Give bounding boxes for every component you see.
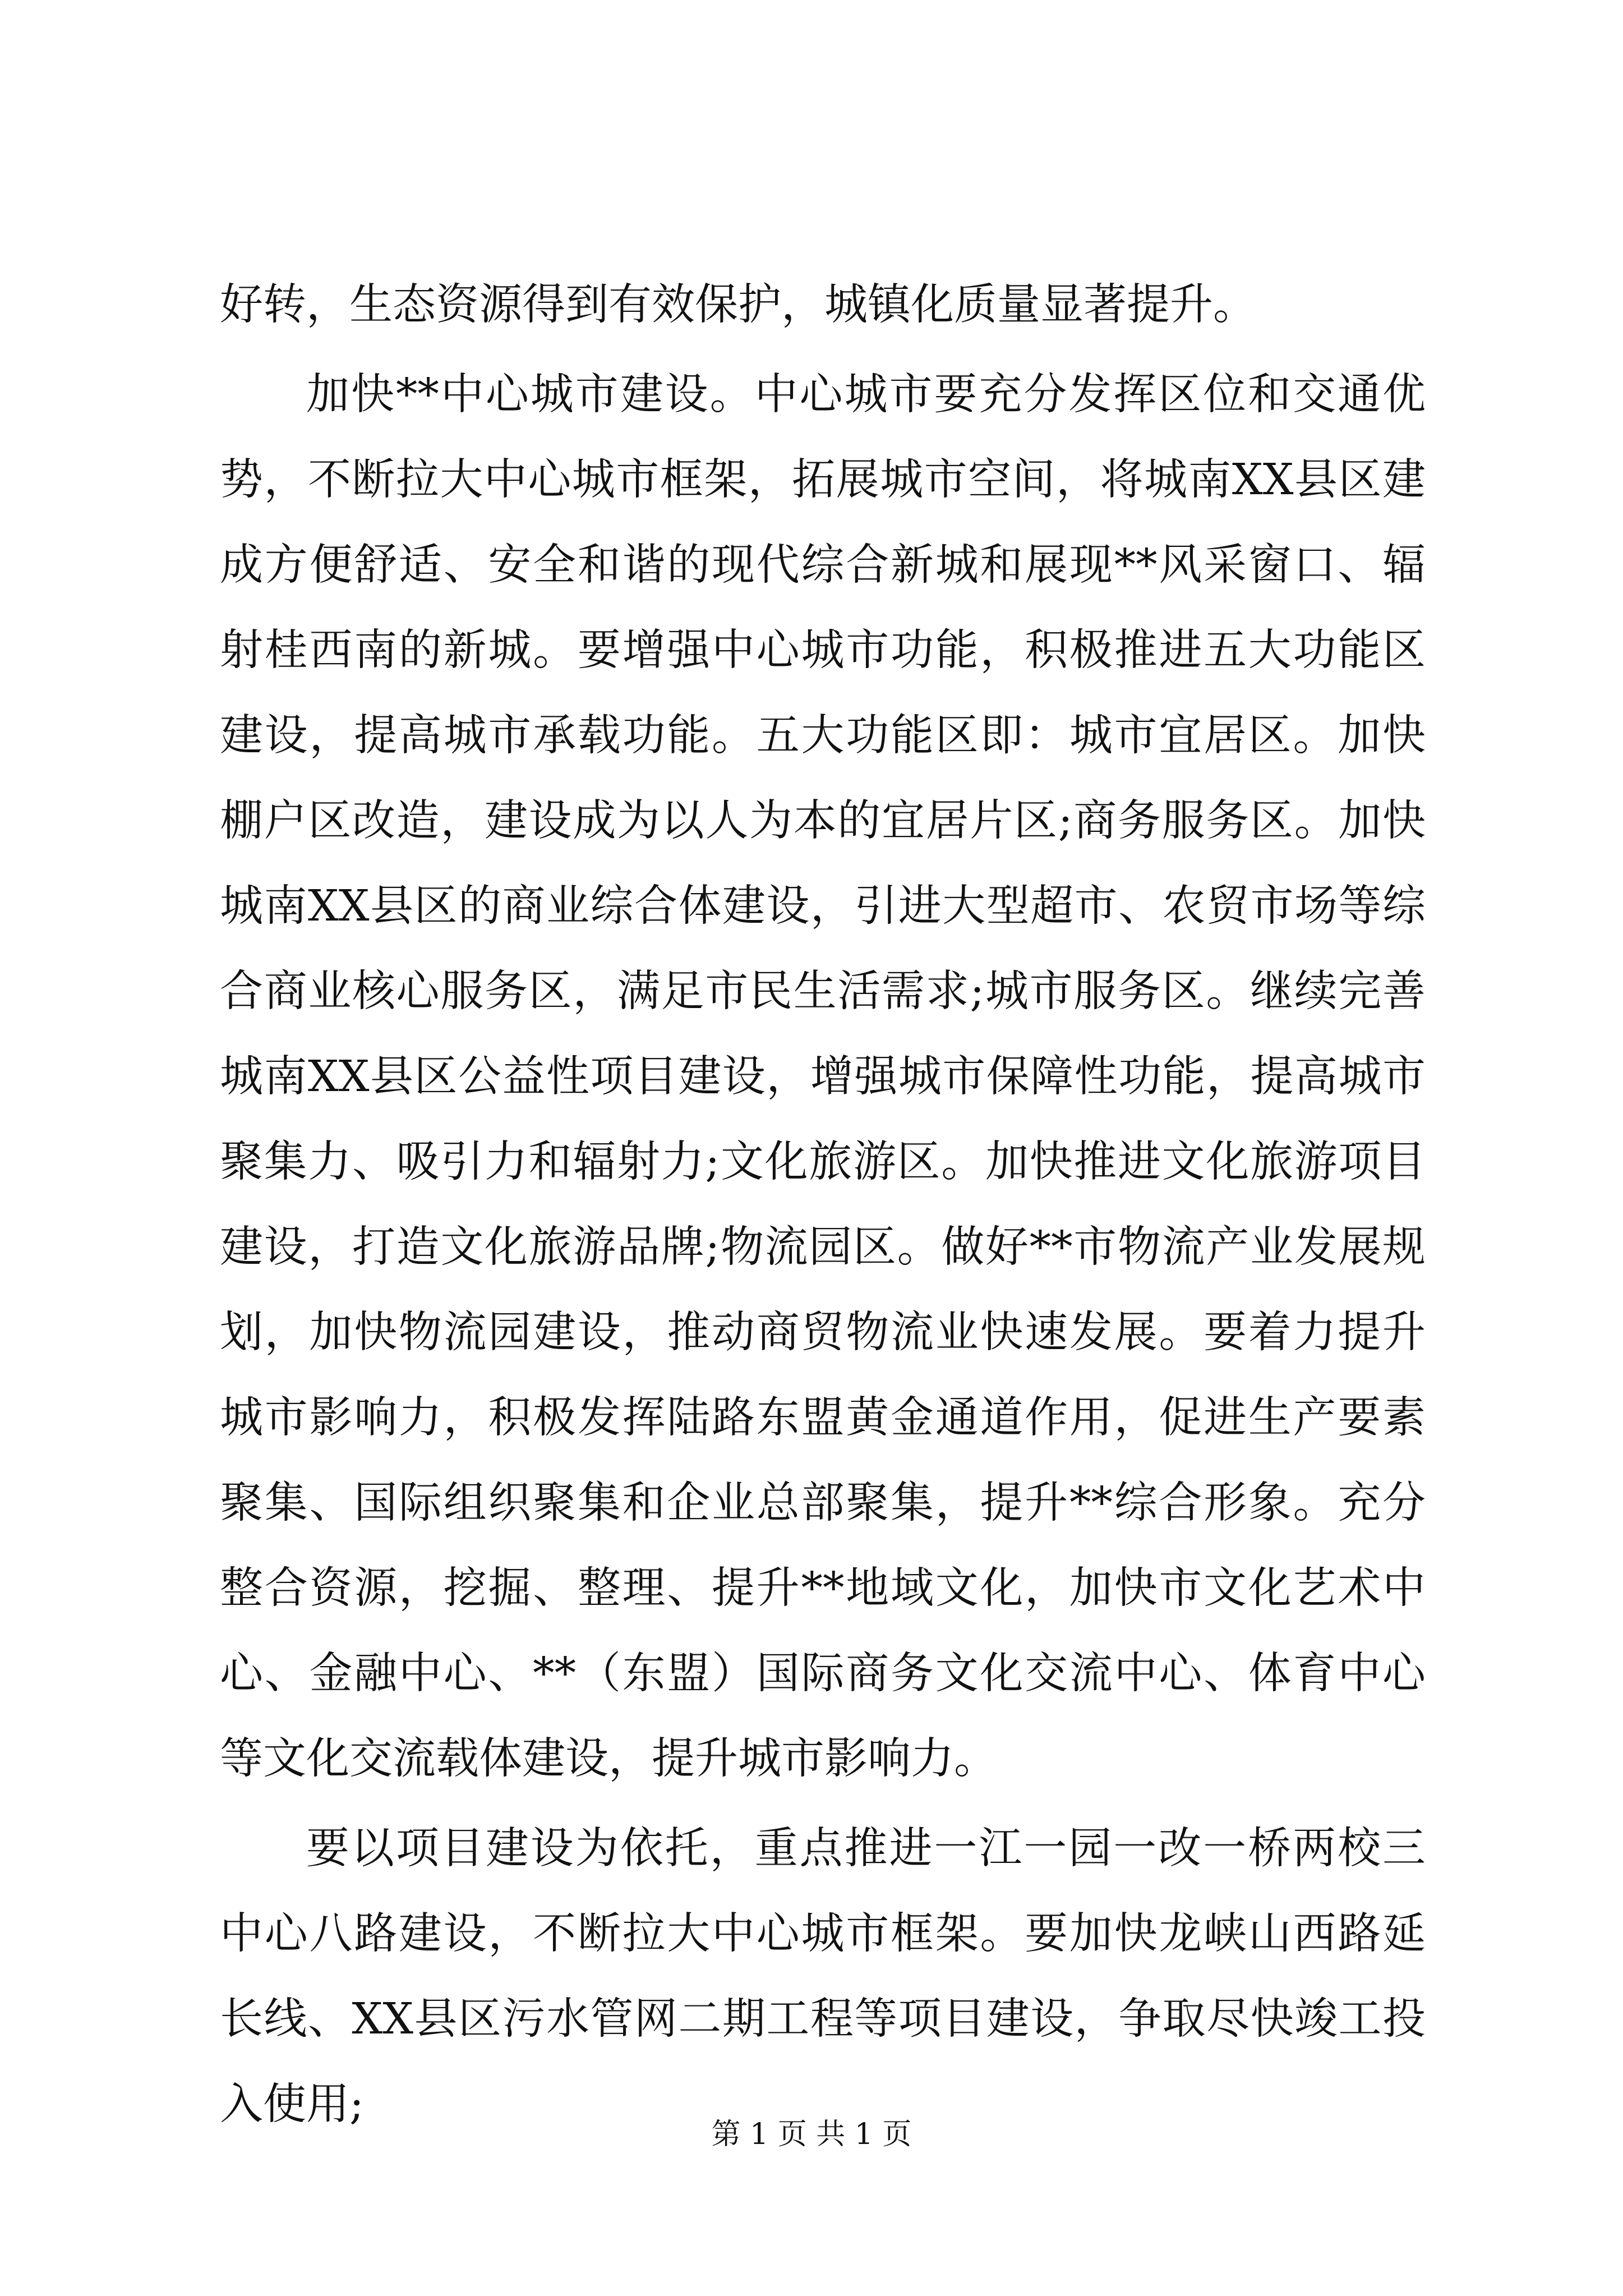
document-body [220,263,1426,2147]
paragraph-central-city: 加快**中心城市建设。中心城市要充分发挥区位和交通优势，不断拉大中心城市框架，拓展城市空间，将城南XX县区建成方便舒适、安全和谐的现代综合新城和展现**风采窗口、辐射桂西南的新城。要增强中心城市功能，积极推进五大功能区建设，提高城市承载功能。五大功能区即：城市宜居区。加快棚户区改造，建设成为以人为本的宜居片区;商务服务区。加快城南XX县区的商业综合体建设，引进大型超市、农贸市场等综合商业核心服务区，满足市民生活需求;城市服务区。继续完善城南XX县区公益性项目建设，增强城市保障性功能，提高城市聚集力、吸引力和辐射力;文化旅游区。加快推进文化旅游项目建设，打造文化旅游品牌;物流园区。做好**市物流产业发展规划，加快物流园建设，推动商贸物流业快速发展。要着力提升城市影响力，积极发挥陆路东盟黄金通道作用，促进生产要素聚集、国际组织聚集和企业总部聚集，提升**综合形象。充分整合资源，挖掘、整理、提升**地域文化，加快市文化艺术中心、金融中心、**（东盟）国际商务文化交流中心、体育中心等文化交流载体建设，提升城市影响力。 [220,370,1426,1784]
paragraph-project-construction: 要以项目建设为依托，重点推进一江一园一改一桥两校三中心八路建设，不断拉大中心城市框架。要加快龙峡山西路延长线、XX县区污水管网二期工程等项目建设，争取尽快竣工投入使用; [220,1824,1426,2129]
page-footer: 第 1 页 共 1 页 [711,2118,912,2151]
paragraph-continuation: 好转，生态资源得到有效保护，城镇化质量显著提升。 [220,280,1256,330]
